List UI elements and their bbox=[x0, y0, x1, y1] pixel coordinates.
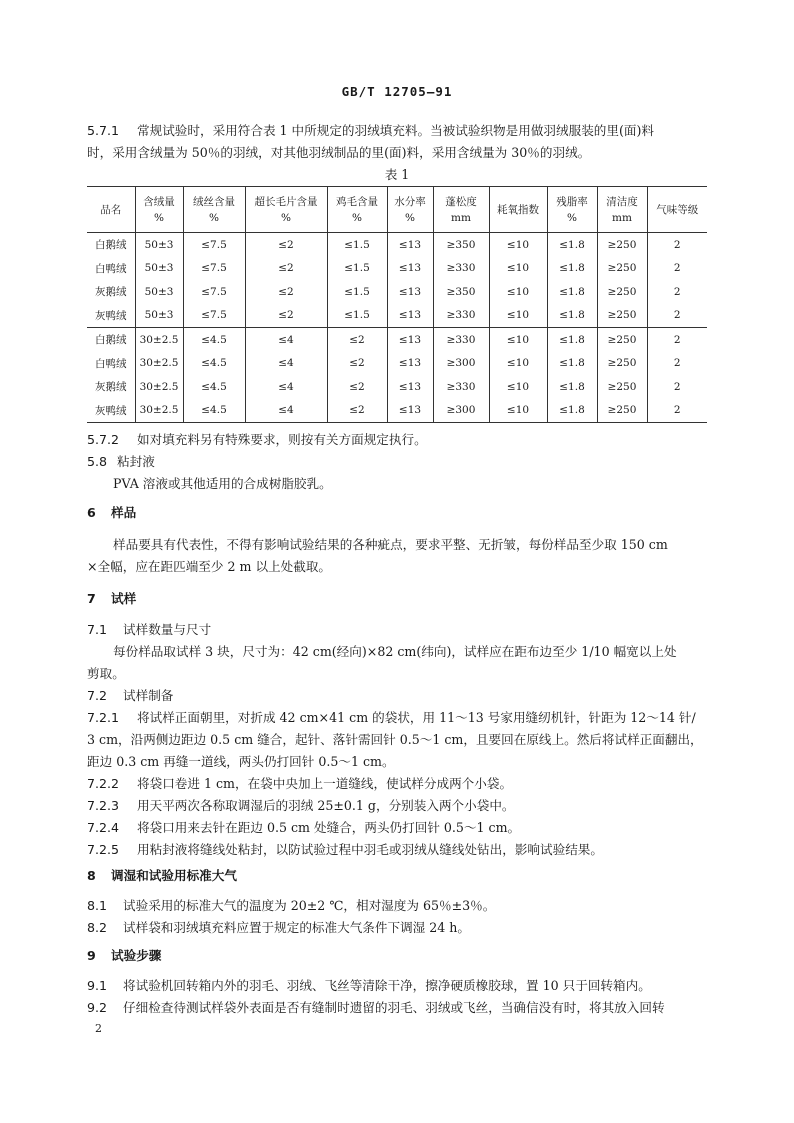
table-cell: ≤4.5 bbox=[183, 399, 245, 423]
table-row bbox=[87, 257, 707, 281]
section-title: 试样 bbox=[111, 591, 137, 606]
table-cell: 白鸭绒 bbox=[95, 262, 127, 275]
table-header-cell bbox=[135, 187, 183, 233]
table-cell: 白鸭绒 bbox=[95, 357, 127, 370]
table-cell: ≤1.8 bbox=[547, 233, 597, 257]
table-row bbox=[87, 328, 707, 352]
table-cell: ≥300 bbox=[433, 399, 489, 423]
section-title: 试验步骤 bbox=[111, 948, 162, 963]
table-cell: 30±2.5 bbox=[135, 352, 183, 376]
clause-number: 5.8 bbox=[87, 454, 108, 469]
clause-number: 5.7.2 bbox=[87, 432, 120, 447]
table-cell: ≤2 bbox=[327, 352, 387, 376]
table-header-cell bbox=[245, 187, 327, 233]
clause-title: 试样制备 bbox=[123, 688, 174, 703]
table-cell: ≤10 bbox=[489, 352, 547, 376]
table-header-cell bbox=[547, 187, 597, 233]
table-cell: 2 bbox=[647, 280, 707, 304]
table-cell: ≤2 bbox=[245, 280, 327, 304]
table-cell: ≤7.5 bbox=[183, 280, 245, 304]
clause-text: 仔细检查待测试样袋外表面是否有缝制时遗留的羽毛、羽绒或飞丝，当确信没有时，将其放入回转 bbox=[123, 1000, 665, 1015]
header-text: % bbox=[352, 211, 362, 224]
clause-7-1-line2: 剪取。 bbox=[87, 666, 125, 681]
clause-number: 8.1 bbox=[87, 898, 108, 913]
table-cell: 50±3 bbox=[135, 304, 183, 328]
clause-number: 5.7.1 bbox=[87, 123, 120, 138]
table-row bbox=[87, 304, 707, 328]
table-cell: ≤1.8 bbox=[547, 399, 597, 423]
table-cell: ≥300 bbox=[433, 352, 489, 376]
table-cell: 白鹅绒 bbox=[87, 328, 135, 352]
table-header-cell bbox=[327, 187, 387, 233]
table-cell: ≤13 bbox=[387, 352, 433, 376]
section-number: 9 bbox=[87, 948, 96, 963]
clause-number: 7.2.1 bbox=[87, 710, 120, 725]
table-cell: ≤1.8 bbox=[547, 304, 597, 328]
clause-text: 常规试验时，采用符合表 1 中所规定的羽绒填充料。当被试验织物是用做羽绒服装的里(面)料 bbox=[137, 123, 655, 138]
table-cell: ≤13 bbox=[387, 375, 433, 399]
table-cell: ≤13 bbox=[387, 399, 433, 423]
section-8-heading bbox=[87, 866, 237, 886]
table-cell: ≤10 bbox=[489, 304, 547, 328]
header-text: 残脂率 bbox=[556, 195, 588, 208]
table-cell: ≤1.5 bbox=[327, 304, 387, 328]
table-cell: ≥330 bbox=[433, 257, 489, 281]
table-cell: 50±3 bbox=[135, 233, 183, 257]
table-cell: ≤2 bbox=[245, 233, 327, 257]
table-group-30 bbox=[87, 328, 707, 423]
table-row bbox=[87, 352, 707, 376]
table-cell: ≤7.5 bbox=[183, 304, 245, 328]
table-cell: ≥250 bbox=[597, 233, 647, 257]
table-cell: 2 bbox=[647, 328, 707, 352]
table-cell: ≤4.5 bbox=[183, 375, 245, 399]
header-text: 蓬松度 bbox=[445, 195, 477, 208]
table-cell: ≤10 bbox=[489, 233, 547, 257]
clause-8-2 bbox=[87, 918, 470, 938]
clause-number: 7.2.4 bbox=[87, 820, 120, 835]
table-row bbox=[87, 375, 707, 399]
page-number: 2 bbox=[95, 1022, 102, 1035]
table-cell: ≥250 bbox=[597, 399, 647, 423]
table-cell: 2 bbox=[647, 257, 707, 281]
table-cell: ≥330 bbox=[433, 328, 489, 352]
clause-7-2-1-line1 bbox=[87, 708, 696, 728]
section-9-heading bbox=[87, 946, 161, 966]
table-cell: ≤1.8 bbox=[547, 375, 597, 399]
standard-header: GB/T 12705—91 bbox=[341, 84, 453, 99]
table-cell: ≤1.8 bbox=[547, 328, 597, 352]
header-text: 品名 bbox=[100, 203, 122, 216]
table-header-row bbox=[87, 187, 707, 233]
clause-7-1-line1: 每份样品取试样 3 块，尺寸为：42 cm(经向)×82 cm(纬向)，试样应在距布边至少 1/10 幅宽以上处 bbox=[113, 644, 677, 659]
clause-number: 7.2.5 bbox=[87, 842, 120, 857]
table-cell: 2 bbox=[647, 233, 707, 257]
header-text: % bbox=[154, 211, 164, 224]
table-cell: 白鹅绒 bbox=[95, 239, 127, 252]
header-text: 超长毛片含量 bbox=[254, 195, 318, 208]
header-text: % bbox=[567, 211, 577, 224]
clause-5-7-1-line1 bbox=[87, 121, 654, 141]
clause-text: 将袋口用来去针在距边 0.5 cm 处缝合，两头仍打回针 0.5～1 cm。 bbox=[137, 820, 521, 835]
table-cell: ≥330 bbox=[433, 375, 489, 399]
table-cell: ≥250 bbox=[597, 257, 647, 281]
clause-7-2-2 bbox=[87, 774, 512, 794]
header-text: 绒丝含量 bbox=[193, 195, 235, 208]
table-cell: 灰鸭绒 bbox=[87, 399, 135, 423]
down-filling-spec-table bbox=[87, 186, 707, 423]
clause-text: 试样袋和羽绒填充料应置于规定的标准大气条件下调湿 24 h。 bbox=[123, 920, 470, 935]
table-cell: 2 bbox=[647, 399, 707, 423]
table-cell: ≤2 bbox=[327, 399, 387, 423]
table-cell: ≤7.5 bbox=[183, 257, 245, 281]
clause-number: 7.2 bbox=[87, 688, 108, 703]
header-text: 含绒量 bbox=[143, 195, 175, 208]
clause-9-2 bbox=[87, 998, 665, 1018]
table-cell: ≤4 bbox=[245, 375, 327, 399]
header-text: % bbox=[405, 211, 415, 224]
section-6-line2: ×全幅，应在距匹端至少 2 m 以上处截取。 bbox=[87, 559, 332, 574]
table-group-50 bbox=[87, 233, 707, 328]
clause-number: 7.2.3 bbox=[87, 798, 120, 813]
table-cell: 50±3 bbox=[135, 280, 183, 304]
table-cell: ≥250 bbox=[597, 304, 647, 328]
table-cell: 2 bbox=[647, 352, 707, 376]
clause-number: 8.2 bbox=[87, 920, 108, 935]
section-title: 样品 bbox=[111, 505, 137, 520]
clause-title: 试样数量与尺寸 bbox=[123, 622, 212, 637]
clause-text: 用粘封液将缝线处粘封，以防试验过程中羽毛或羽绒从缝线处钻出，影响试验结果。 bbox=[137, 842, 603, 857]
table-cell: ≤10 bbox=[489, 399, 547, 423]
section-number: 8 bbox=[87, 868, 96, 883]
table-cell: 2 bbox=[647, 375, 707, 399]
table-cell: ≤10 bbox=[489, 375, 547, 399]
table-cell: 30±2.5 bbox=[135, 399, 183, 423]
table-cell: ≥250 bbox=[597, 352, 647, 376]
table-cell: ≤13 bbox=[387, 280, 433, 304]
header-text: % bbox=[209, 211, 219, 224]
clause-5-8-heading bbox=[87, 452, 155, 472]
table-cell: ≤10 bbox=[489, 280, 547, 304]
header-text: 清洁度 bbox=[606, 195, 638, 208]
clause-7-2-1-line3: 距边 0.3 cm 再缝一道线，两头仍打回针 0.5～1 cm。 bbox=[87, 754, 395, 769]
table-cell: 灰鹅绒 bbox=[95, 286, 127, 299]
clause-title: 粘封液 bbox=[117, 454, 155, 469]
section-title: 调湿和试验用标准大气 bbox=[111, 868, 237, 883]
table-cell: ≤1.5 bbox=[327, 280, 387, 304]
clause-7-1-heading bbox=[87, 620, 211, 640]
table-row bbox=[87, 399, 707, 423]
table-cell: ≤13 bbox=[387, 233, 433, 257]
table-header-cell bbox=[489, 187, 547, 233]
header-text: % bbox=[281, 211, 291, 224]
table-cell: ≤4 bbox=[245, 352, 327, 376]
clause-text: 将试验机回转箱内外的羽毛、羽绒、飞丝等清除干净，擦净硬质橡胶球，置 10 只于回转箱内。 bbox=[123, 978, 651, 993]
table-cell: ≤10 bbox=[489, 328, 547, 352]
table-cell: 灰鹅绒 bbox=[95, 381, 127, 394]
table-header-cell bbox=[183, 187, 245, 233]
header-text: 鸡毛含量 bbox=[336, 195, 378, 208]
table-cell: 30±2.5 bbox=[135, 375, 183, 399]
section-number: 6 bbox=[87, 505, 96, 520]
table-cell: ≤4 bbox=[245, 399, 327, 423]
table-cell: ≤10 bbox=[489, 257, 547, 281]
clause-text: 将袋口卷进 1 cm，在袋中央加上一道缝线，使试样分成两个小袋。 bbox=[137, 776, 513, 791]
clause-7-2-1-line2: 3 cm，沿两侧边距边 0.5 cm 缝合，起针、落针需回针 0.5～1 cm，且要回在原线上。然后将试样正面翻出， bbox=[87, 732, 703, 747]
clause-5-8-body: PVA 溶液或其他适用的合成树脂胶乳。 bbox=[113, 476, 332, 491]
section-6-line1: 样品要具有代表性，不得有影响试验结果的各种疵点，要求平整、无折皱，每份样品至少取 150 cm bbox=[113, 537, 668, 552]
table-cell: ≥250 bbox=[597, 280, 647, 304]
clause-7-2-5 bbox=[87, 840, 603, 860]
table-cell: ≥350 bbox=[433, 280, 489, 304]
clause-7-2-4 bbox=[87, 818, 520, 838]
table-cell: ≤2 bbox=[327, 328, 387, 352]
section-number: 7 bbox=[87, 591, 96, 606]
table-cell: ≤4.5 bbox=[183, 328, 245, 352]
table-cell: ≥350 bbox=[433, 233, 489, 257]
table-cell: ≤13 bbox=[387, 328, 433, 352]
table-header-cell bbox=[387, 187, 433, 233]
header-text: mm bbox=[612, 211, 632, 224]
table-cell: ≥250 bbox=[597, 375, 647, 399]
table-cell: ≤4 bbox=[245, 328, 327, 352]
clause-5-7-2 bbox=[87, 430, 427, 450]
table-cell: ≤2 bbox=[245, 257, 327, 281]
header-text: 水分率 bbox=[394, 195, 426, 208]
table-row bbox=[87, 233, 707, 257]
table-cell: ≤2 bbox=[245, 304, 327, 328]
clause-text: 如对填充料另有特殊要求，则按有关方面规定执行。 bbox=[137, 432, 427, 447]
header-text: 气味等级 bbox=[656, 203, 699, 216]
section-7-heading bbox=[87, 589, 136, 609]
clause-text: 将试样正面朝里，对折成 42 cm×41 cm 的袋状，用 11～13 号家用缝纫机针，针距为 12～14 针/ bbox=[137, 710, 696, 725]
clause-text: 试验采用的标准大气的温度为 20±2 ℃，相对湿度为 65％±3％。 bbox=[123, 898, 496, 913]
table-header-cell bbox=[647, 187, 707, 233]
table-cell: ≤4.5 bbox=[183, 352, 245, 376]
table-cell: ≤2 bbox=[327, 375, 387, 399]
table-cell: ≤1.8 bbox=[547, 352, 597, 376]
table-cell: ≤1.5 bbox=[327, 233, 387, 257]
header-text: mm bbox=[451, 211, 471, 224]
clause-number: 9.1 bbox=[87, 978, 108, 993]
table-cell: ≥330 bbox=[433, 304, 489, 328]
table-row bbox=[87, 280, 707, 304]
table-header-cell bbox=[433, 187, 489, 233]
clause-number: 7.1 bbox=[87, 622, 108, 637]
clause-5-7-1-line2: 时，采用含绒量为 50％的羽绒，对其他羽绒制品的里(面)料，采用含绒量为 30％的羽绒。 bbox=[87, 145, 591, 160]
clause-7-2-heading bbox=[87, 686, 173, 706]
table-cell: 30±2.5 bbox=[135, 328, 183, 352]
table-cell: ≤1.8 bbox=[547, 257, 597, 281]
header-text: 耗氧指数 bbox=[497, 203, 539, 216]
table-cell: 50±3 bbox=[135, 257, 183, 281]
clause-text: 用天平两次各称取调湿后的羽绒 25±0.1 g，分别装入两个小袋中。 bbox=[137, 798, 515, 813]
table-cell: ≤1.8 bbox=[547, 280, 597, 304]
clause-9-1 bbox=[87, 976, 651, 996]
table-cell: 2 bbox=[647, 304, 707, 328]
table-header-cell bbox=[597, 187, 647, 233]
table-cell: ≤7.5 bbox=[183, 233, 245, 257]
clause-7-2-3 bbox=[87, 796, 515, 816]
clause-8-1 bbox=[87, 896, 495, 916]
table-cell: ≥250 bbox=[597, 328, 647, 352]
table-cell: ≤1.5 bbox=[327, 257, 387, 281]
clause-number: 9.2 bbox=[87, 1000, 108, 1015]
table-header-cell bbox=[87, 187, 135, 233]
table-cell: ≤13 bbox=[387, 304, 433, 328]
table-cell: 灰鸭绒 bbox=[95, 309, 127, 322]
clause-number: 7.2.2 bbox=[87, 776, 120, 791]
section-6-heading bbox=[87, 503, 136, 523]
table-cell: ≤13 bbox=[387, 257, 433, 281]
table-caption: 表 1 bbox=[384, 167, 410, 182]
